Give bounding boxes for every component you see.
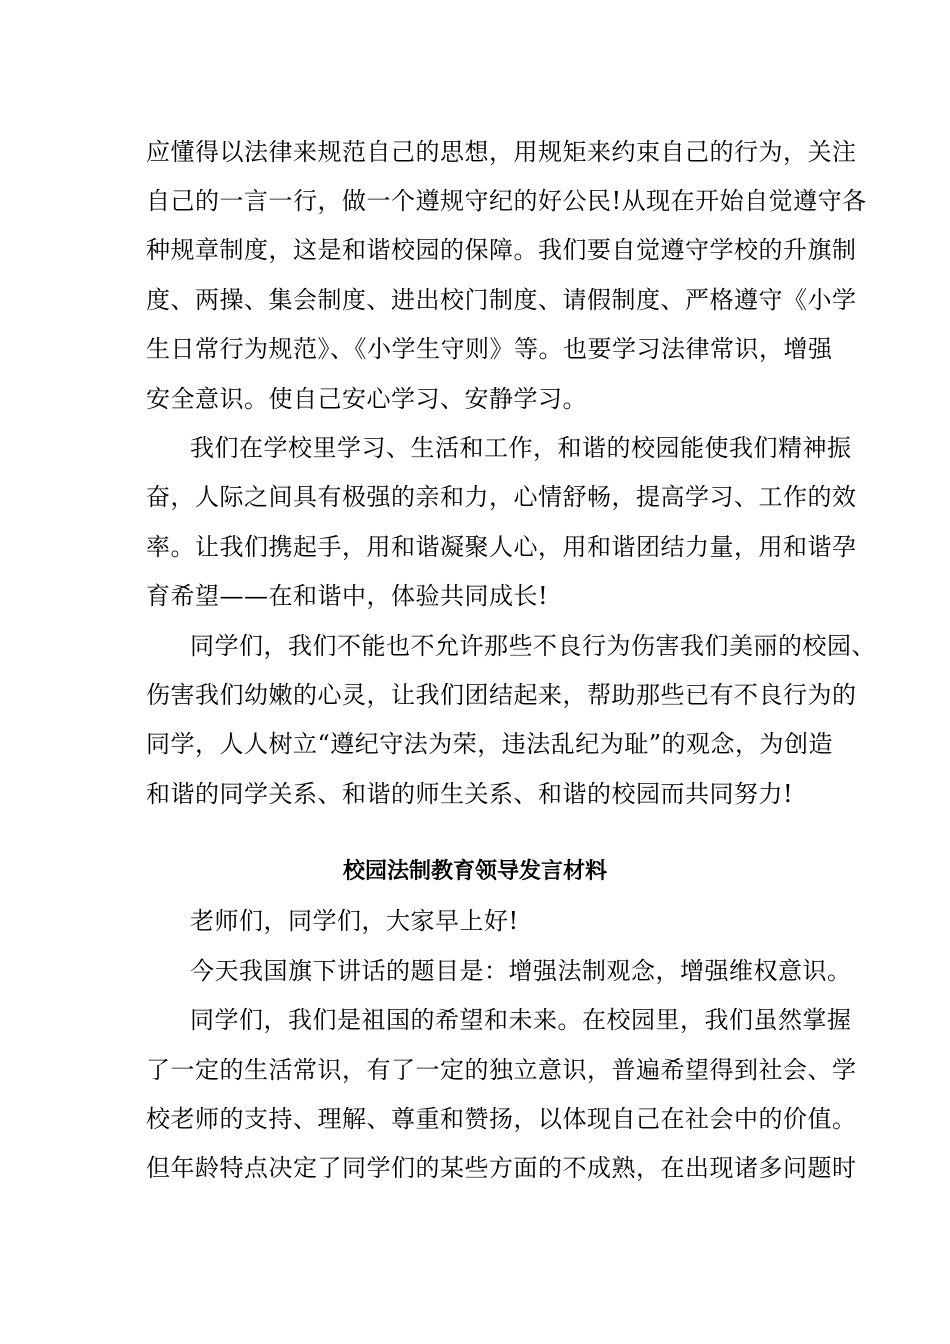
text-line: 但年龄特点决定了同学们的某些方面的不成熟，在出现诸多问题时 <box>146 1154 857 1182</box>
text-line: 奋，人际之间具有极强的亲和力，心情舒畅，提高学习、工作的效 <box>146 483 857 511</box>
text-line: 度、两操、集会制度、进出校门制度、请假制度、严格遵守《小学 <box>146 286 857 314</box>
text-line: 应懂得以法律来规范自己的思想，用规矩来约束自己的行为，关注 <box>146 138 857 166</box>
section-title: 校园法制教育领导发言材料 <box>342 859 607 884</box>
text-line: 和谐的同学关系、和谐的师生关系、和谐的校园而共同努力! <box>146 780 794 808</box>
text-line: 育希望——在和谐中，体验共同成长! <box>146 582 549 610</box>
paragraph-start-line: 我们在学校里学习、生活和工作，和谐的校园能使我们精神振 <box>190 434 852 462</box>
text-line: 生日常行为规范》、《小学生守则》等。也要学习法律常识，增强 <box>146 335 833 363</box>
paragraph-start-line: 今天我国旗下讲话的题目是：增强法制观念，增强维权意识。 <box>190 957 852 985</box>
text-line: 率。让我们携起手，用和谐凝聚人心，用和谐团结力量，用和谐孕 <box>146 533 857 561</box>
paragraph-start-line: 同学们，我们是祖国的希望和未来。在校园里，我们虽然掌握 <box>190 1006 852 1034</box>
text-line: 种规章制度，这是和谐校园的保障。我们要自觉遵守学校的升旗制 <box>146 236 857 264</box>
paragraph-start-line: 老师们，同学们，大家早上好! <box>190 907 519 935</box>
text-line: 校老师的支持、理解、尊重和赞扬，以体现自己在社会中的价值。 <box>146 1105 857 1133</box>
text-line: 伤害我们幼嫩的心灵，让我们团结起来，帮助那些已有不良行为的 <box>146 681 857 709</box>
paragraph-start-line: 同学们，我们不能也不允许那些不良行为伤害我们美丽的校园、 <box>190 632 876 660</box>
text-line: 自己的一言一行，做一个遵规守纪的好公民!从现在开始自觉遵守各 <box>146 187 867 215</box>
text-line: 安全意识。使自己安心学习、安静学习。 <box>146 385 587 413</box>
text-line: 了一定的生活常识，有了一定的独立意识，普遍希望得到社会、学 <box>146 1056 857 1084</box>
text-line: 同学，人人树立“遵纪守法为荣，违法乱纪为耻”的观念，为创造 <box>146 730 834 758</box>
